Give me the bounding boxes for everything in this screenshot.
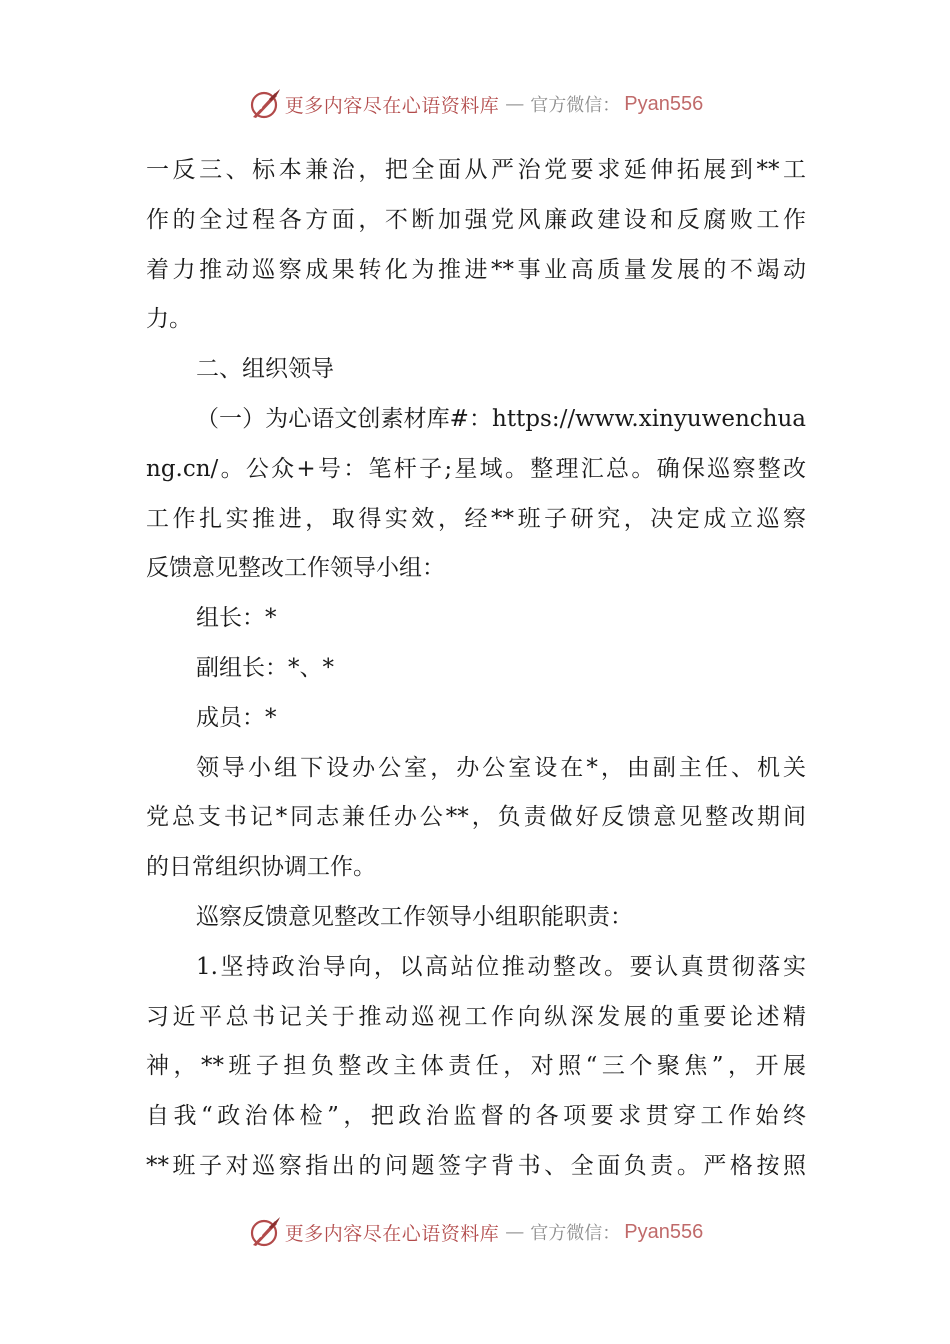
body-line: 力。 xyxy=(146,306,192,333)
body-line: 的日常组织协调工作。 xyxy=(146,854,376,881)
watermark-group xyxy=(247,1215,703,1249)
body-line: 领导小组下设办公室，办公室设在*，由副主任、机关 xyxy=(196,754,806,781)
body-line-with-url: （一）为心语文创素材库#：https://www.xinyuwenchua xyxy=(196,405,806,432)
watermark-wechat-id: Pyan556 xyxy=(624,1220,704,1243)
section-heading: 二、组织领导 xyxy=(196,356,334,383)
watermark-wechat-id: Pyan556 xyxy=(624,92,704,115)
body-line: 1.坚持政治导向，以高站位推动整改。要认真贯彻落实 xyxy=(196,953,806,980)
body-line: 作的全过程各方面，不断加强党风廉政建设和反腐败工作 xyxy=(146,206,806,233)
quill-pen-logo-icon xyxy=(247,87,281,121)
watermark-dash: — xyxy=(505,1221,525,1243)
body-line: 着力推动巡察成果转化为推进**事业高质量发展的不竭动 xyxy=(146,256,806,283)
watermark-brand-text: 更多内容尽在心语资料库 xyxy=(284,1222,500,1245)
role-deputy-leader: 副组长：*、* xyxy=(196,654,334,681)
body-line: 巡察反馈意见整改工作领导小组职能职责： xyxy=(196,903,633,930)
quill-pen-logo-icon xyxy=(247,1215,281,1249)
body-line: 神，**班子担负整改主体责任，对照“三个聚焦”，开展 xyxy=(146,1053,806,1080)
watermark-wechat-label: 官方微信： xyxy=(530,1223,621,1244)
watermark-brand-text: 更多内容尽在心语资料库 xyxy=(284,94,500,117)
role-leader: 组长：* xyxy=(196,605,277,632)
header-watermark xyxy=(0,84,950,124)
footer-watermark xyxy=(0,1212,950,1252)
role-members: 成员：* xyxy=(196,704,277,731)
document-body xyxy=(146,146,806,1192)
body-line: **班子对巡察指出的问题签字背书、全面负责。严格按照 xyxy=(146,1152,806,1179)
watermark-group xyxy=(247,87,703,121)
body-line: 习近平总书记关于推动巡视工作向纵深发展的重要论述精 xyxy=(146,1003,806,1030)
body-line: 工作扎实推进，取得实效，经**班子研究，决定成立巡察 xyxy=(146,505,806,532)
body-line: ng.cn/。公众+号：笔杆子;星域。整理汇总。确保巡察整改 xyxy=(146,455,806,482)
body-line: 自我“政治体检”，把政治监督的各项要求贯穿工作始终 xyxy=(146,1103,806,1130)
watermark-wechat-label: 官方微信： xyxy=(530,95,621,116)
body-line: 党总支书记*同志兼任办公**，负责做好反馈意见整改期间 xyxy=(146,804,806,831)
body-line: 一反三、标本兼治，把全面从严治党要求延伸拓展到**工 xyxy=(146,157,806,183)
body-line: 反馈意见整改工作领导小组： xyxy=(146,555,445,582)
watermark-dash: — xyxy=(505,93,525,115)
